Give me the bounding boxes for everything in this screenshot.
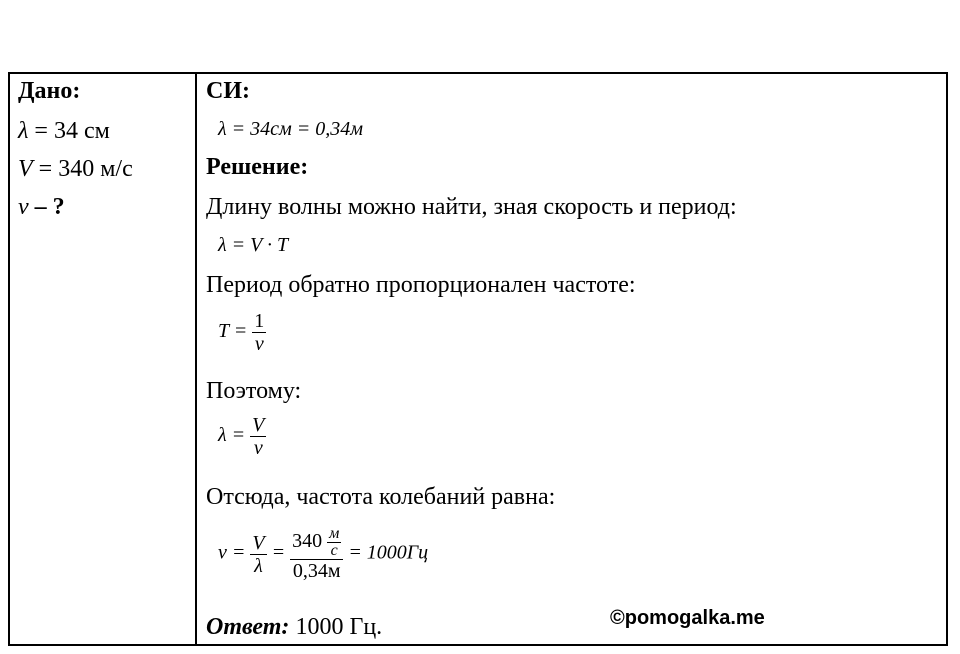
given-header: Дано: xyxy=(18,78,81,104)
formula-frequency-a-denominator: λ xyxy=(254,554,263,577)
formula-frequency-b-value: 340 xyxy=(292,530,323,553)
si-formula: λ = 34см = 0,34м xyxy=(218,118,364,140)
column-divider xyxy=(195,74,197,644)
answer-label: Ответ: xyxy=(206,614,290,640)
formula-frequency xyxy=(218,526,428,582)
given-unknown-symbol: ν xyxy=(18,194,29,220)
solution-line-4: Отсюда, частота колебаний равна: xyxy=(206,484,556,510)
solution-line-1: Длину волны можно найти, зная скорость и период: xyxy=(206,194,737,220)
formula-period-fraction xyxy=(252,310,266,355)
solution-column xyxy=(206,74,936,644)
formula-frequency-b-unit-bottom: с xyxy=(330,542,338,559)
given-speed-symbol: V xyxy=(18,156,33,182)
solution-header: Решение: xyxy=(206,154,309,180)
given-unknown xyxy=(18,194,65,221)
formula-frequency-a-numerator: V xyxy=(252,531,265,554)
given-speed-value: = 340 м/с xyxy=(32,156,133,182)
formula-ratio-numerator: V xyxy=(252,414,265,436)
formula-frequency-b-unit xyxy=(327,526,341,559)
formula-frequency-fraction-b xyxy=(290,526,343,582)
answer-value: 1000 Гц. xyxy=(289,614,383,640)
formula-period-numerator: 1 xyxy=(254,310,265,332)
formula-period-lhs: T = xyxy=(218,320,248,343)
solution-line-3: Поэтому: xyxy=(206,378,302,404)
formula-frequency-equals: = xyxy=(271,541,286,564)
formula-frequency-lhs: ν = xyxy=(218,541,246,564)
formula-frequency-fraction-a xyxy=(250,532,266,577)
si-header: СИ: xyxy=(206,78,250,104)
given-wavelength xyxy=(18,118,110,145)
watermark: ©pomogalka.me xyxy=(610,607,765,629)
formula-wavelength-ratio xyxy=(218,414,266,459)
solution-line-2: Период обратно пропорционален частоте: xyxy=(206,272,636,298)
formula-wavelength: λ = V · T xyxy=(218,234,289,256)
formula-frequency-result: = 1000Гц xyxy=(348,541,429,564)
given-speed xyxy=(18,156,133,183)
formula-frequency-b-denominator: 0,34м xyxy=(292,560,341,582)
formula-period-denominator: ν xyxy=(254,333,264,355)
formula-period xyxy=(218,310,266,355)
formula-ratio-fraction xyxy=(250,414,266,459)
formula-frequency-b-numerator xyxy=(290,526,343,560)
given-unknown-text: – ? xyxy=(28,194,65,220)
formula-ratio-lhs: λ = xyxy=(218,424,246,447)
answer-line xyxy=(206,614,382,641)
given-wavelength-value: = 34 см xyxy=(28,118,110,144)
formula-frequency-b-unit-top: м xyxy=(329,525,340,542)
task-table xyxy=(8,72,948,646)
given-wavelength-symbol: λ xyxy=(18,118,29,144)
formula-ratio-denominator: ν xyxy=(253,437,263,459)
